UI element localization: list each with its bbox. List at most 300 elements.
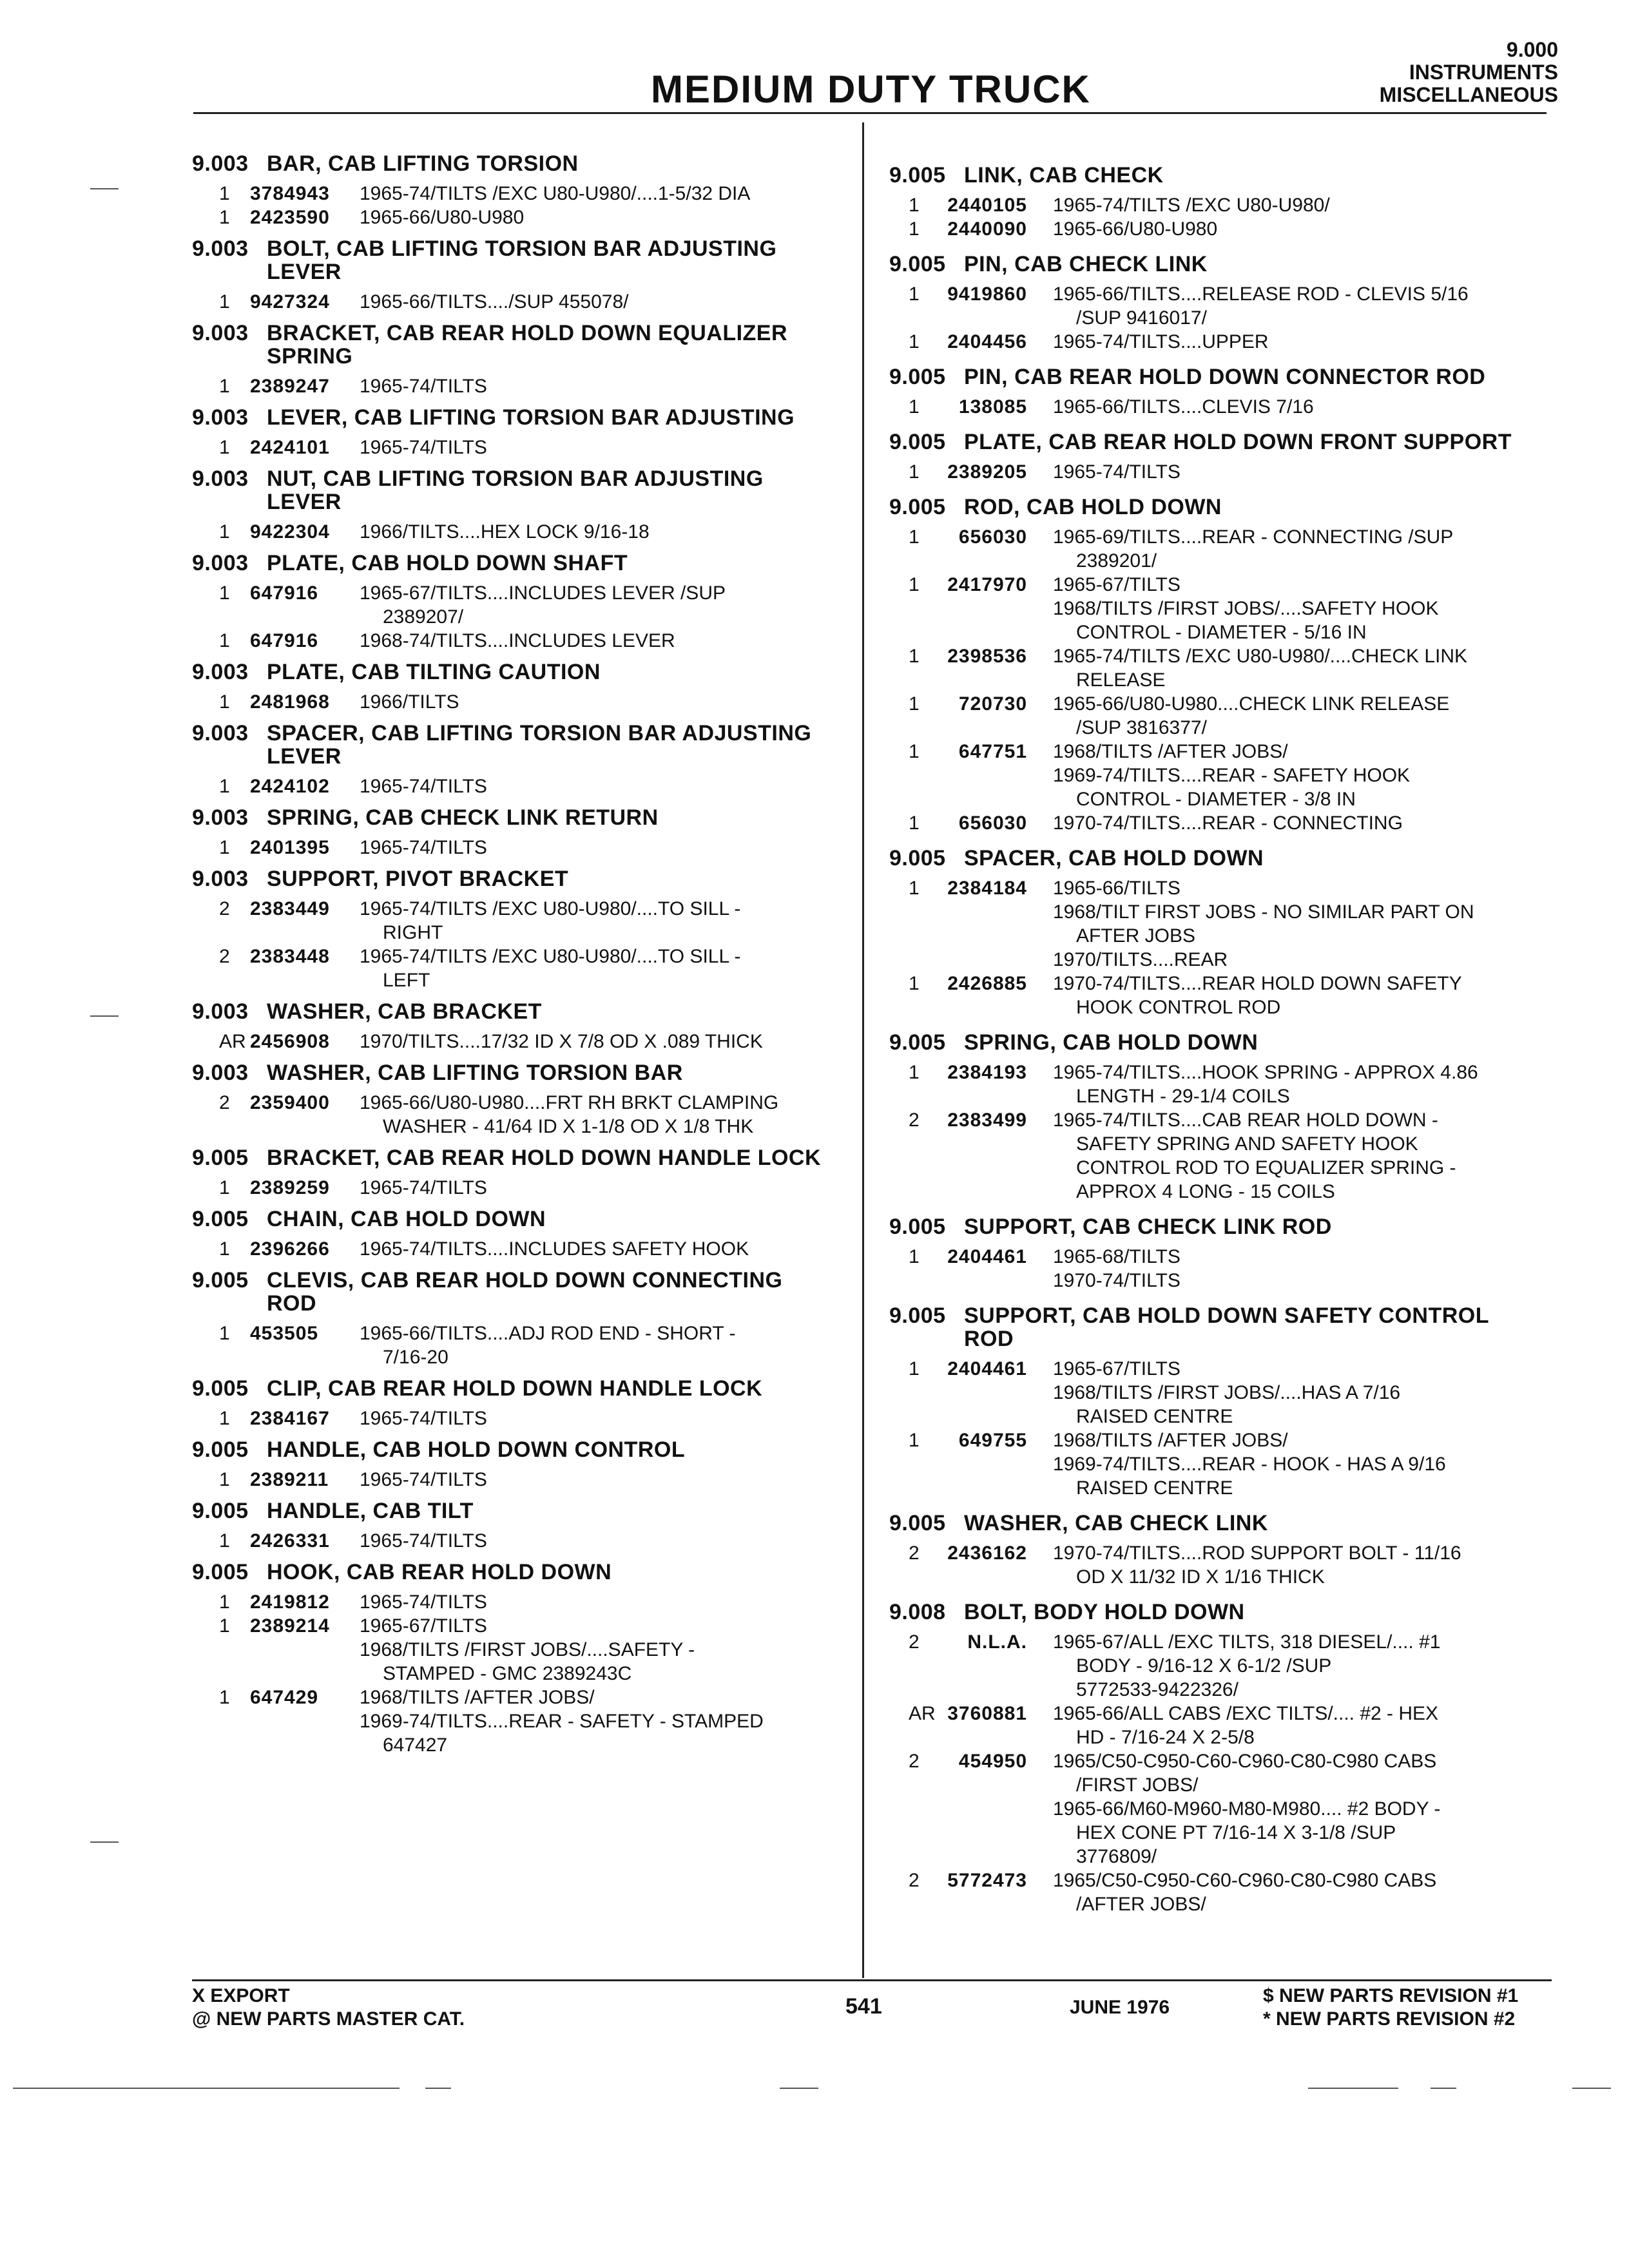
part-number: 2426885 [947, 973, 1027, 994]
part-number: 9422304 [250, 521, 330, 543]
catalog-section [192, 152, 843, 229]
description-line: /AFTER JOBS/ [1076, 1894, 1206, 1915]
description-line: 1965-66/ALL CABS /EXC TILTS/.... #2 - HEX [1053, 1703, 1439, 1724]
catalog-section [889, 495, 1553, 835]
part-description [360, 374, 843, 398]
catalog-section [889, 430, 1553, 484]
part-row [192, 1614, 843, 1686]
section-title-line: BRACKET, CAB REAR HOLD DOWN EQUALIZER [267, 321, 788, 345]
part-number: 454950 [958, 1751, 1027, 1772]
parts-list [192, 1176, 843, 1200]
part-description [360, 520, 843, 544]
section-title-line: PLATE, CAB REAR HOLD DOWN FRONT SUPPORT [964, 430, 1512, 454]
catalog-section [192, 322, 843, 398]
section-title [964, 430, 1553, 454]
part-quantity: 1 [219, 1177, 230, 1198]
section-number: 9.005 [889, 365, 946, 389]
part-number: 2404461 [947, 1246, 1027, 1267]
description-line: 3776809/ [1076, 1846, 1157, 1867]
part-quantity: 1 [219, 376, 230, 397]
parts-list [192, 1590, 843, 1757]
section-title [267, 722, 843, 768]
part-quantity: 1 [909, 1246, 920, 1267]
part-quantity: 1 [909, 284, 920, 305]
description-line: /SUP 9416017/ [1076, 307, 1207, 329]
description-line: 1965-67/TILTS [1053, 574, 1181, 595]
column-divider [862, 122, 864, 1978]
part-number: 453505 [250, 1323, 319, 1344]
description-line: 1965-74/TILTS /EXC U80-U980/....1-5/32 DIA [360, 183, 751, 204]
part-row [889, 1357, 1553, 1428]
section-header [192, 1207, 843, 1231]
part-quantity: 1 [219, 207, 230, 228]
parts-list [889, 876, 1553, 1019]
parts-list [889, 1357, 1553, 1500]
part-number: 647751 [958, 741, 1027, 762]
section-title [267, 237, 843, 284]
part-description [360, 1237, 843, 1261]
description-line: WASHER - 41/64 ID X 1-1/8 OD X 1/8 THK [383, 1116, 754, 1137]
part-row [192, 774, 843, 798]
part-number: 2481968 [250, 691, 330, 713]
section-header [889, 164, 1553, 187]
parts-list [889, 1541, 1553, 1589]
part-row [889, 1428, 1553, 1500]
section-header [192, 1438, 843, 1461]
part-row [192, 1321, 843, 1369]
section-header [192, 406, 843, 429]
description-line: 1965-66/M60-M960-M80-M980.... #2 BODY - [1053, 1798, 1441, 1820]
part-row [889, 460, 1553, 484]
description-line: 1968-74/TILTS....INCLUDES LEVER [360, 630, 675, 651]
section-header [192, 552, 843, 575]
section-title [267, 660, 843, 684]
catalog-section [889, 365, 1553, 419]
section-title-line: SUPPORT, PIVOT BRACKET [267, 867, 569, 891]
part-quantity: 1 [909, 396, 920, 418]
part-row [889, 1245, 1553, 1293]
part-quantity: 1 [219, 183, 230, 204]
parts-list [192, 836, 843, 860]
part-description [360, 1590, 843, 1614]
parts-list [192, 182, 843, 229]
catalog-section [192, 722, 843, 798]
part-row [192, 581, 843, 629]
description-line: 1970/TILTS....REAR [1053, 949, 1228, 970]
part-row [192, 1407, 843, 1430]
section-title-line: CLEVIS, CAB REAR HOLD DOWN CONNECTING [267, 1268, 783, 1293]
section-number: 9.005 [192, 1268, 249, 1293]
part-number: 2404461 [947, 1358, 1027, 1379]
section-title [267, 867, 843, 890]
section-number: 9.005 [889, 495, 946, 519]
description-line: 1968/TILT FIRST JOBS - NO SIMILAR PART ON [1053, 901, 1474, 923]
part-description [360, 1091, 843, 1139]
part-number: 2401395 [250, 837, 330, 858]
part-description [360, 436, 843, 459]
section-number: 9.005 [889, 1030, 946, 1055]
description-line: SAFETY SPRING AND SAFETY HOOK [1076, 1133, 1418, 1155]
description-line: 1965-66/TILTS....RELEASE ROD - CLEVIS 5/16 [1053, 284, 1469, 305]
part-row [192, 629, 843, 653]
part-number: 2426331 [250, 1530, 330, 1552]
description-line: LENGTH - 29-1/4 COILS [1076, 1086, 1290, 1107]
section-number: 9.005 [889, 1215, 946, 1239]
description-line: 1965-74/TILTS [360, 1177, 487, 1198]
part-description [1053, 972, 1553, 1019]
catalog-section [192, 1438, 843, 1492]
section-title [267, 1377, 843, 1400]
part-quantity: 1 [909, 1062, 920, 1083]
description-line: APPROX 4 LONG - 15 COILS [1076, 1181, 1335, 1202]
section-title-line: BOLT, BODY HOLD DOWN [964, 1600, 1245, 1624]
section-title-line: NUT, CAB LIFTING TORSION BAR ADJUSTING [267, 466, 764, 491]
part-number: 2383448 [250, 946, 330, 967]
part-quantity: 2 [909, 1751, 920, 1772]
part-description [1053, 1428, 1553, 1500]
part-description [1053, 811, 1553, 835]
section-number: 9.005 [192, 1207, 249, 1231]
description-line: 2389207/ [383, 606, 464, 628]
catalog-section [192, 467, 843, 544]
part-quantity: 1 [219, 1469, 230, 1490]
section-title [267, 1061, 843, 1084]
description-line: 5772533-9422326/ [1076, 1679, 1239, 1700]
description-line: HD - 7/16-24 X 2-5/8 [1076, 1727, 1255, 1748]
part-number: 649755 [958, 1430, 1027, 1451]
part-number: 2389259 [250, 1177, 330, 1198]
part-quantity: 2 [219, 898, 230, 919]
margin-mark [90, 188, 119, 189]
description-line: 1965-74/TILTS [360, 1408, 487, 1429]
part-number: 2359400 [250, 1092, 330, 1113]
part-row [889, 1702, 1553, 1749]
part-description [360, 1468, 843, 1492]
parts-list [889, 282, 1553, 354]
part-row [192, 206, 843, 229]
part-number: 647916 [250, 630, 319, 651]
part-row [192, 1030, 843, 1053]
section-number: 9.003 [192, 999, 249, 1024]
section-title-line: WASHER, CAB CHECK LINK [964, 1511, 1268, 1535]
part-row [889, 644, 1553, 692]
part-number: 138085 [958, 396, 1027, 418]
part-number: 9427324 [250, 291, 330, 312]
section-heading [1380, 39, 1558, 106]
section-title-line: LEVER [267, 744, 342, 769]
part-number: 2424102 [250, 776, 330, 797]
part-row [889, 573, 1553, 644]
export-note: X EXPORT [192, 1985, 290, 2006]
section-name: INSTRUMENTS [1409, 61, 1558, 84]
section-title [964, 253, 1553, 276]
part-quantity: 1 [909, 331, 920, 352]
description-line: 1968/TILTS /FIRST JOBS/....HAS A 7/16 [1053, 1382, 1401, 1403]
section-header [889, 1304, 1553, 1350]
parts-list [889, 1061, 1553, 1204]
part-row [889, 1869, 1553, 1916]
part-description [1053, 1630, 1553, 1702]
part-number: 656030 [958, 812, 1027, 834]
description-line: 1965/C50-C950-C60-C960-C80-C980 CABS [1053, 1751, 1437, 1772]
section-header [889, 1031, 1553, 1054]
part-row [192, 1686, 843, 1757]
section-title-line: PLATE, CAB HOLD DOWN SHAFT [267, 551, 628, 575]
part-number: 2440090 [947, 218, 1027, 240]
description-line: /FIRST JOBS/ [1076, 1774, 1199, 1796]
part-description [1053, 1357, 1553, 1428]
part-row [889, 1061, 1553, 1108]
description-line: 1965-66/TILTS [1053, 878, 1181, 899]
section-header [192, 152, 843, 175]
part-description [360, 1614, 843, 1686]
section-title [267, 1499, 843, 1523]
description-line: 1965-74/TILTS....INCLUDES SAFETY HOOK [360, 1238, 749, 1260]
section-title-line: LEVER [267, 260, 342, 284]
parts-list [192, 690, 843, 714]
footer-rule [192, 1979, 1552, 1981]
section-header [192, 722, 843, 768]
catalog-section [192, 1499, 843, 1553]
section-header [192, 1561, 843, 1584]
parts-list [192, 436, 843, 459]
description-line: 1965-66/U80-U980 [360, 207, 525, 228]
part-number: 5772473 [947, 1870, 1027, 1891]
section-header [192, 1269, 843, 1315]
catalog-section [889, 1031, 1553, 1204]
description-line: 1965-66/U80-U980....FRT RH BRKT CLAMPING [360, 1092, 779, 1113]
parts-list [192, 1468, 843, 1492]
part-row [889, 282, 1553, 330]
section-number: 9.003 [192, 321, 249, 345]
part-quantity: 1 [219, 691, 230, 713]
part-quantity: 1 [219, 630, 230, 651]
section-title-line: BRACKET, CAB REAR HOLD DOWN HANDLE LOCK [267, 1146, 822, 1170]
part-quantity: 1 [219, 582, 230, 604]
description-line: 1965-74/TILTS [360, 1530, 487, 1552]
section-number: 9.003 [192, 551, 249, 575]
section-title-line: LEVER, CAB LIFTING TORSION BAR ADJUSTING [267, 405, 795, 430]
part-row [192, 1176, 843, 1200]
part-quantity: 2 [219, 946, 230, 967]
section-title [267, 152, 843, 175]
section-header [889, 1215, 1553, 1238]
footer-legend-left [192, 1984, 465, 2031]
part-description [1053, 282, 1553, 330]
part-row [889, 217, 1553, 241]
part-number: 2398536 [947, 646, 1027, 667]
part-quantity: 1 [219, 291, 230, 312]
section-title-line: SPRING, CAB CHECK LINK RETURN [267, 805, 659, 830]
part-quantity: 1 [909, 741, 920, 762]
part-quantity: 1 [909, 461, 920, 483]
catalog-section [192, 1377, 843, 1430]
parts-list [192, 1321, 843, 1369]
part-quantity: AR [909, 1703, 936, 1724]
section-title-line: ROD [267, 1291, 317, 1316]
part-row [889, 876, 1553, 972]
part-quantity: 2 [909, 1542, 920, 1564]
section-title [267, 1269, 843, 1315]
part-description [1053, 1061, 1553, 1108]
part-description [1053, 1541, 1553, 1589]
part-row [889, 193, 1553, 217]
part-row [889, 740, 1553, 811]
section-header [192, 467, 843, 514]
section-header [192, 1000, 843, 1023]
part-row [889, 811, 1553, 835]
part-row [192, 1529, 843, 1553]
section-number: 9.003 [192, 1061, 249, 1085]
description-line: 1965-74/TILTS [360, 776, 487, 797]
section-title-line: SPACER, CAB HOLD DOWN [964, 846, 1264, 870]
description-line: 1966/TILTS....HEX LOCK 9/16-18 [360, 521, 650, 543]
catalog-section [889, 1512, 1553, 1589]
part-quantity: 1 [219, 437, 230, 458]
description-line: 1965-74/TILTS /EXC U80-U980/....CHECK LINK [1053, 646, 1468, 667]
part-description [1053, 1869, 1553, 1916]
section-title [964, 1304, 1553, 1350]
description-line: 1965-66/U80-U980 [1053, 218, 1218, 240]
description-line: 1966/TILTS [360, 691, 459, 713]
section-header [192, 1377, 843, 1400]
scan-edge-mark [1308, 2088, 1398, 2089]
parts-list [889, 460, 1553, 484]
catalog-section [889, 1304, 1553, 1500]
description-line: 1970/TILTS....17/32 ID X 7/8 OD X .089 THICK [360, 1031, 763, 1052]
description-line: 1968/TILTS /AFTER JOBS/ [1053, 741, 1288, 762]
part-number: 3760881 [947, 1703, 1027, 1724]
parts-list [192, 520, 843, 544]
part-description [360, 897, 843, 945]
section-number: 9.005 [192, 1499, 249, 1523]
parts-list [889, 525, 1553, 835]
part-number: 3784943 [250, 183, 330, 204]
part-quantity: 2 [909, 1631, 920, 1653]
description-line: HOOK CONTROL ROD [1076, 997, 1281, 1018]
part-number: 2424101 [250, 437, 330, 458]
part-row [889, 330, 1553, 354]
part-quantity: 2 [909, 1110, 920, 1131]
part-description [360, 774, 843, 798]
description-line: AFTER JOBS [1076, 925, 1196, 947]
description-line: 7/16-20 [383, 1347, 448, 1368]
parts-list [889, 1245, 1553, 1293]
part-quantity: 1 [219, 1615, 230, 1637]
part-number: 2389247 [250, 376, 330, 397]
description-line: 1965-67/TILTS....INCLUDES LEVER /SUP [360, 582, 726, 604]
part-number: 2419812 [250, 1591, 330, 1613]
part-number: 2383449 [250, 898, 330, 919]
part-row [889, 1749, 1553, 1869]
left-column [192, 152, 843, 1757]
description-line: 1970-74/TILTS....REAR - CONNECTING [1053, 812, 1403, 834]
section-title-line: ROD, CAB HOLD DOWN [964, 495, 1222, 519]
parts-list [192, 897, 843, 992]
part-description [1053, 644, 1553, 692]
description-line: 1965-66/U80-U980....CHECK LINK RELEASE [1053, 693, 1450, 715]
description-line: 1965-66/TILTS..../SUP 455078/ [360, 291, 629, 312]
section-title-line: WASHER, CAB BRACKET [267, 999, 542, 1024]
description-line: CONTROL - DIAMETER - 3/8 IN [1076, 789, 1356, 810]
catalog-section [192, 237, 843, 314]
description-line: 647427 [383, 1735, 448, 1756]
part-row [192, 374, 843, 398]
part-number: 2384193 [947, 1062, 1027, 1083]
part-quantity: 1 [909, 646, 920, 667]
part-description [360, 1321, 843, 1369]
part-number: 656030 [958, 526, 1027, 548]
part-description [1053, 525, 1553, 573]
parts-list [192, 374, 843, 398]
section-title-line: SUPPORT, CAB CHECK LINK ROD [964, 1215, 1332, 1239]
section-number: 9.003 [192, 660, 249, 684]
parts-list [192, 774, 843, 798]
part-quantity: 1 [219, 1238, 230, 1260]
section-title-line: HANDLE, CAB HOLD DOWN CONTROL [267, 1437, 686, 1462]
description-line: LEFT [383, 970, 430, 991]
section-title-line: SPRING, CAB HOLD DOWN [964, 1030, 1258, 1055]
catalog-section [192, 552, 843, 653]
part-description [1053, 692, 1553, 740]
description-line: CONTROL - DIAMETER - 5/16 IN [1076, 622, 1367, 643]
section-subname: MISCELLANEOUS [1379, 83, 1558, 106]
catalog-section [192, 1000, 843, 1053]
part-description [360, 1030, 843, 1053]
section-number: 9.003 [192, 236, 249, 261]
catalog-section [192, 1061, 843, 1139]
section-title [267, 406, 843, 429]
part-description [360, 629, 843, 653]
section-number: 9.005 [889, 846, 946, 870]
section-title-line: SPRING [267, 344, 353, 369]
part-quantity: 1 [909, 526, 920, 548]
part-row [889, 1108, 1553, 1204]
section-number: 9.005 [192, 1376, 249, 1401]
scan-edge-mark [1572, 2088, 1611, 2089]
section-number: 9.003 [192, 805, 249, 830]
page-title: MEDIUM DUTY TRUCK [651, 68, 1091, 111]
description-line: 1965-74/TILTS [360, 1469, 487, 1490]
parts-list [889, 1630, 1553, 1916]
part-row [192, 897, 843, 945]
part-quantity: 2 [909, 1870, 920, 1891]
part-number: N.L.A. [967, 1631, 1027, 1653]
section-title [964, 495, 1553, 519]
part-quantity: AR [219, 1031, 246, 1052]
part-row [192, 182, 843, 206]
part-row [192, 690, 843, 714]
part-description [360, 1176, 843, 1200]
section-title-line: PIN, CAB REAR HOLD DOWN CONNECTOR ROD [964, 365, 1486, 389]
footer-legend-right [1263, 1984, 1518, 2031]
description-line: STAMPED - GMC 2389243C [383, 1663, 632, 1684]
part-description [1053, 1108, 1553, 1204]
margin-mark [90, 1015, 119, 1017]
parts-list [192, 1529, 843, 1553]
catalog-section [889, 1215, 1553, 1293]
description-line: 1965-74/TILTS [360, 1591, 487, 1613]
revision-1-note: $ NEW PARTS REVISION #1 [1263, 1985, 1519, 2006]
section-title [267, 1561, 843, 1584]
part-description [360, 290, 843, 314]
section-title [964, 1031, 1553, 1054]
part-number: 2384167 [250, 1408, 330, 1429]
section-header [192, 1499, 843, 1523]
parts-list [192, 1030, 843, 1053]
parts-list [192, 1091, 843, 1139]
section-title [267, 1438, 843, 1461]
